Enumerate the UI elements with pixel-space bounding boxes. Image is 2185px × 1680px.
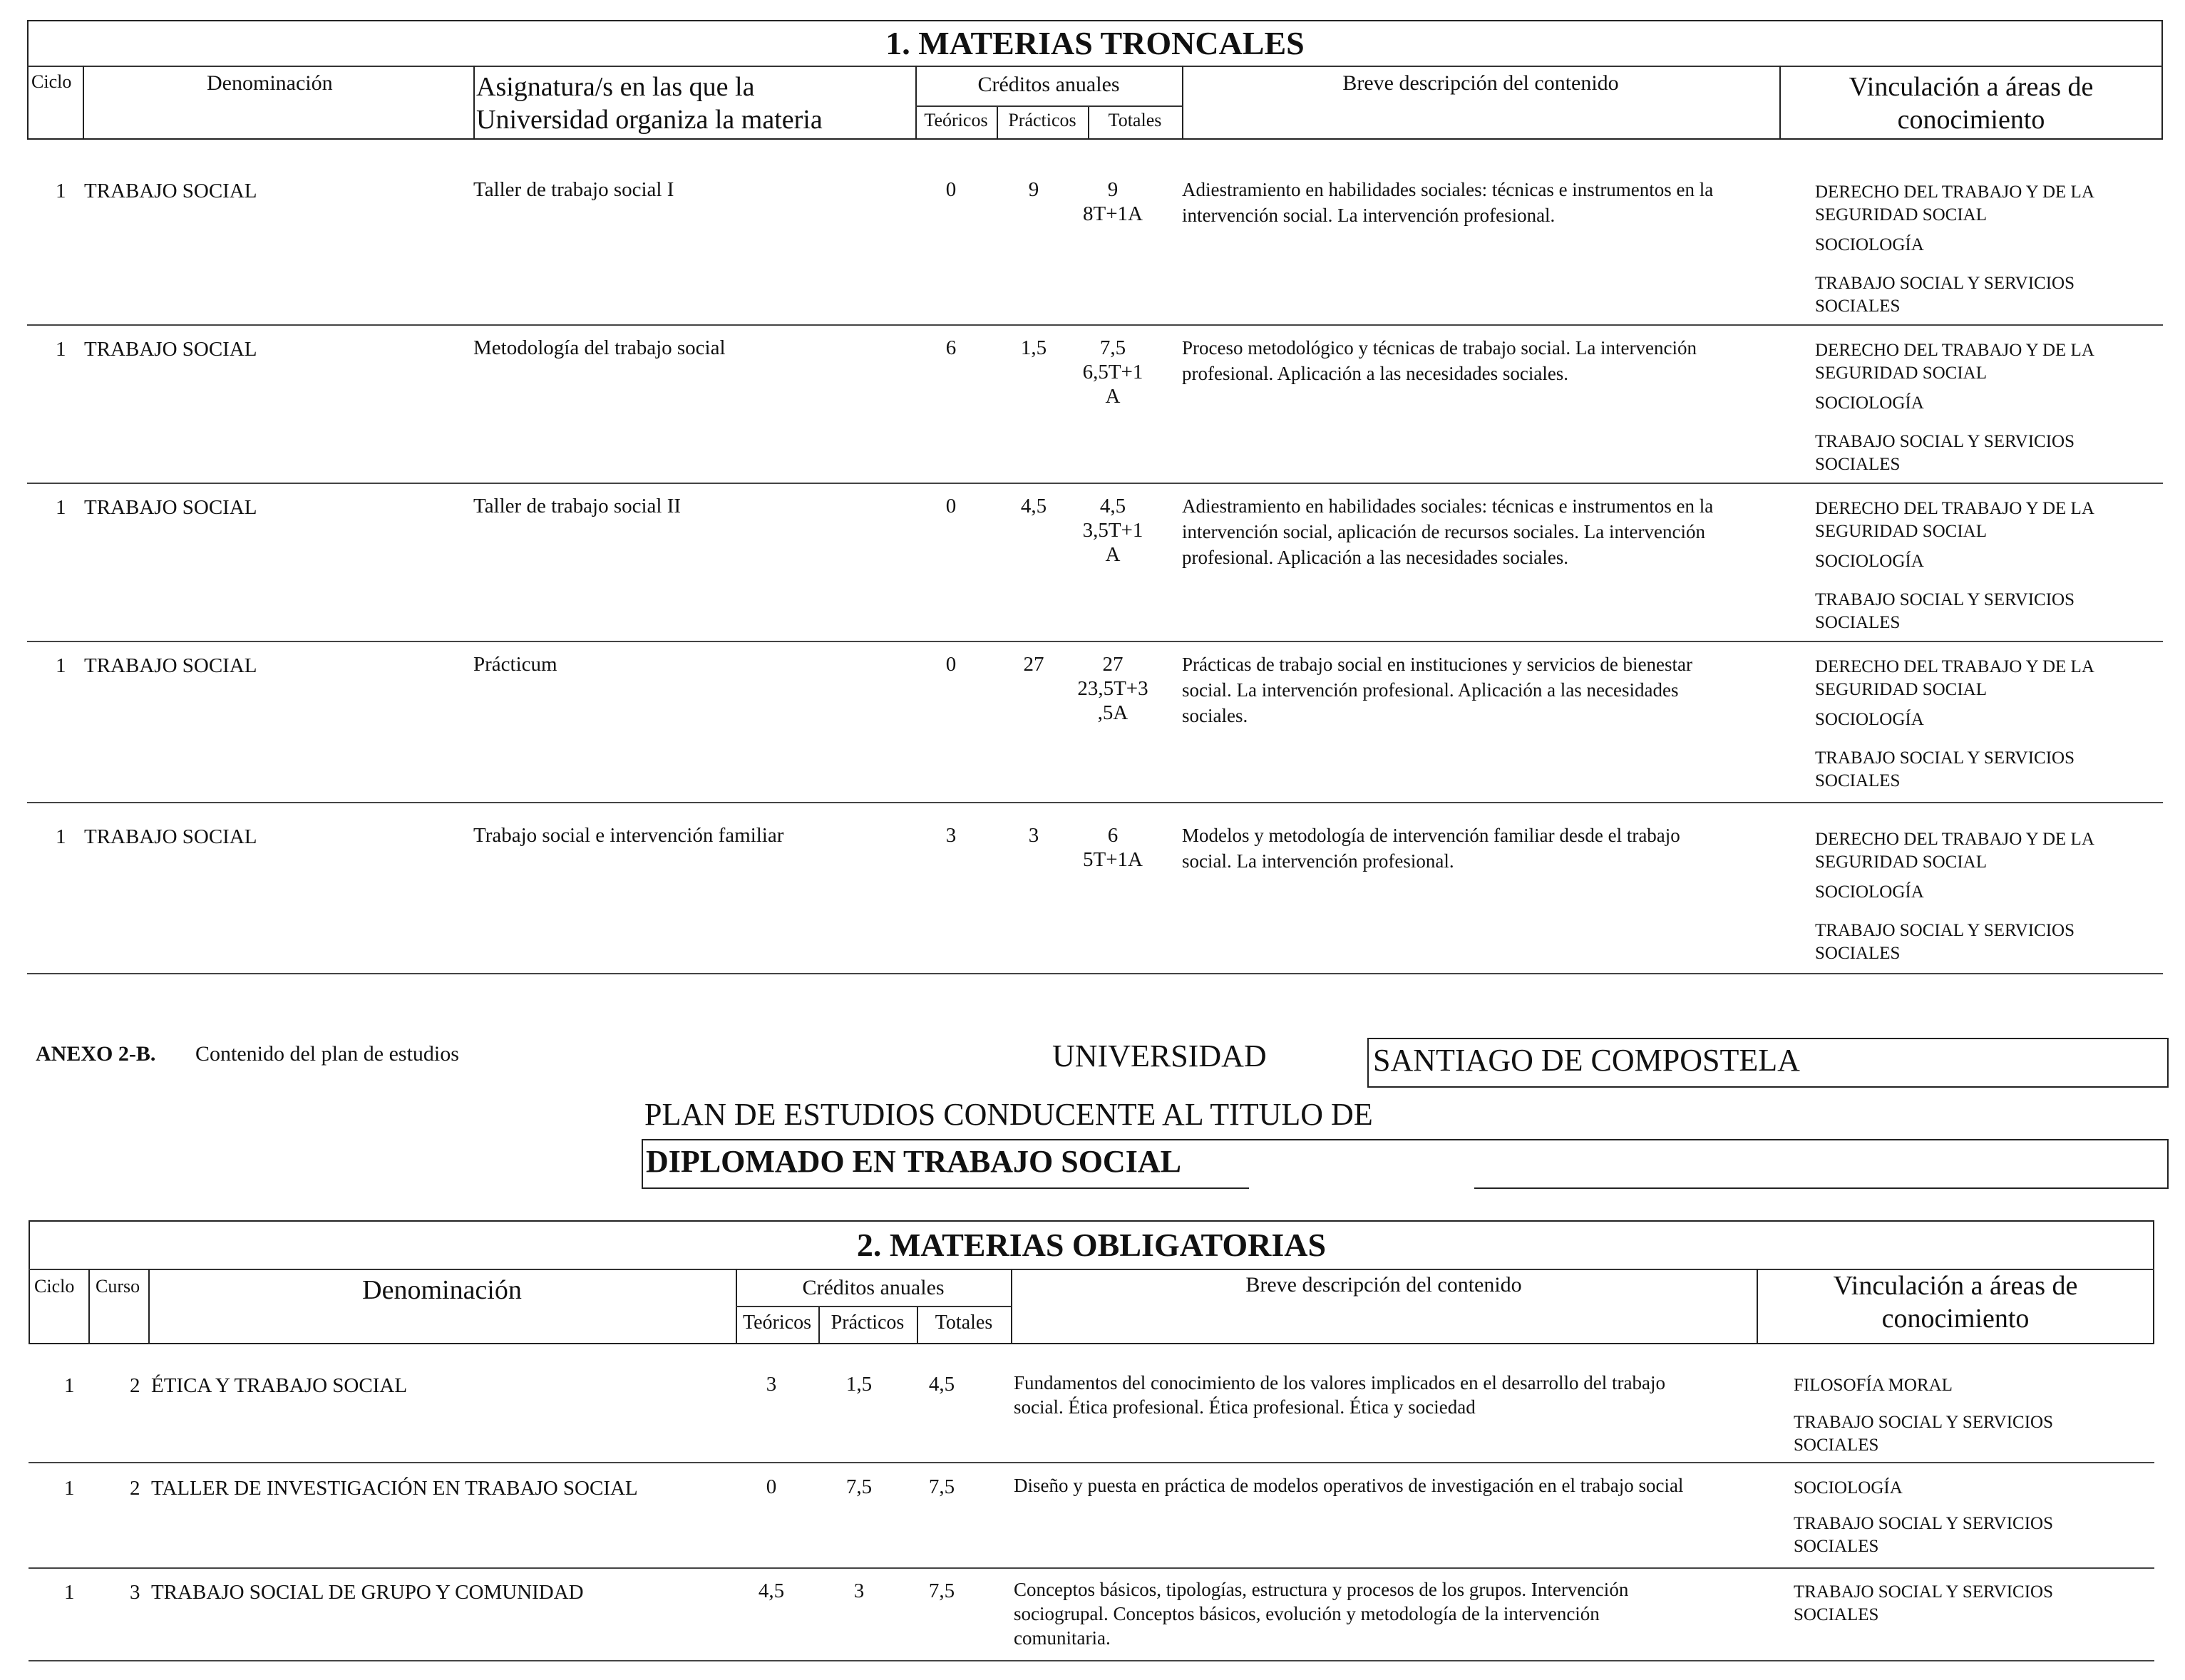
row-practicos: 7,5 [845,1475,873,1498]
obligatorias-header-descripcion: Breve descripción del contenido [1245,1273,1522,1297]
row-practicos: 4,5 [1020,495,1047,517]
row-area: TRABAJO SOCIAL Y SERVICIOS SOCIALES [1794,1413,2054,1455]
row-area: TRABAJO SOCIAL Y SERVICIOS SOCIALES [1794,1582,2054,1624]
row-area: SOCIOLOGÍA [1815,393,1924,413]
titulo-box-gap [1249,1186,1474,1192]
row-totales: 7,5 [928,1475,955,1498]
troncales-creditos-divider [915,105,1182,107]
row-separator [27,973,2163,974]
row-separator [29,1567,2154,1569]
plan-label: PLAN DE ESTUDIOS CONDUCENTE AL TITULO DE [644,1097,1373,1132]
row-totales: ,5A [1097,701,1129,724]
universidad-value: SANTIAGO DE COMPOSTELA [1373,1043,1800,1078]
row-descripcion: Adiestramiento en habilidades sociales: técnicas e instrumentos en la [1182,495,1714,517]
row-denominacion: TRABAJO SOCIAL [84,496,257,519]
row-area: SOCIOLOGÍA [1815,882,1924,902]
row-ciclo: 1 [56,654,66,677]
row-descripcion: social. Ética profesional. Ética profesional. Ética y sociedad [1014,1396,1476,1418]
row-area: SOCIOLOGÍA [1815,710,1924,729]
row-curso: 2 [130,1374,140,1397]
obligatorias-col-line [88,1269,90,1344]
row-area: TRABAJO SOCIAL Y SERVICIOS SOCIALES [1815,432,2075,474]
row-area: SOCIOLOGÍA [1794,1478,1903,1498]
row-practicos: 27 [1023,653,1044,676]
obligatorias-header-vinculacion-1: Vinculación a áreas de [1833,1271,2078,1301]
row-ciclo: 1 [56,338,66,361]
troncales-header-descripcion: Breve descripción del contenido [1342,71,1619,95]
row-area: SOCIOLOGÍA [1815,235,1924,254]
row-area: DERECHO DEL TRABAJO Y DE LA SEGURIDAD SOCIAL [1815,341,2094,383]
row-asignatura: Prácticum [473,653,557,676]
troncales-header-vinculacion-1: Vinculación a áreas de [1849,72,2094,102]
obligatorias-creditos-divider [736,1306,1011,1307]
row-totales: A [1105,543,1121,566]
row-denominacion: TRABAJO SOCIAL [84,825,257,848]
obligatorias-title: 2. MATERIAS OBLIGATORIAS [856,1227,1327,1263]
row-totales: 8T+1A [1082,202,1143,225]
row-ciclo: 1 [64,1581,75,1604]
obligatorias-header-vinculacion-2: conocimiento [1881,1304,2030,1334]
row-separator [27,802,2163,803]
obligatorias-header-denominacion: Denominación [362,1275,522,1305]
row-denominacion: TALLER DE INVESTIGACIÓN EN TRABAJO SOCIAL [151,1477,638,1500]
row-descripcion: Adiestramiento en habilidades sociales: técnicas e instrumentos en la [1182,179,1714,200]
row-teoricos: 0 [945,178,957,201]
row-curso: 3 [130,1581,140,1604]
row-area: TRABAJO SOCIAL Y SERVICIOS SOCIALES [1815,921,2075,963]
troncales-header-practicos: Prácticos [1008,110,1076,130]
row-area: TRABAJO SOCIAL Y SERVICIOS SOCIALES [1815,748,2075,790]
row-descripcion: Conceptos básicos, tipologías, estructura y procesos de los grupos. Intervención [1014,1579,1629,1600]
row-area: DERECHO DEL TRABAJO Y DE LA SEGURIDAD SOCIAL [1815,657,2094,699]
row-area: DERECHO DEL TRABAJO Y DE LA SEGURIDAD SOCIAL [1815,182,2094,225]
row-teoricos: 3 [766,1373,777,1396]
troncales-header-denominacion: Denominación [207,71,333,95]
row-denominacion: TRABAJO SOCIAL [84,654,257,677]
row-area: DERECHO DEL TRABAJO Y DE LA SEGURIDAD SOCIAL [1815,499,2094,541]
row-ciclo: 1 [56,180,66,202]
row-descripcion: profesional. Aplicación a las necesidades sociales. [1182,363,1569,384]
row-separator [27,483,2163,484]
row-descripcion: intervención social. La intervención profesional. [1182,205,1556,226]
row-practicos: 9 [1028,178,1039,201]
row-separator [27,324,2163,326]
row-ciclo: 1 [64,1477,75,1500]
row-descripcion: social. La intervención profesional. Aplicación a las necesidades [1182,679,1679,701]
row-practicos: 1,5 [1020,336,1047,359]
row-totales: 23,5T+3 [1077,677,1148,700]
row-denominacion: TRABAJO SOCIAL DE GRUPO Y COMUNIDAD [151,1581,584,1604]
row-practicos: 3 [1028,824,1039,847]
row-totales: 7,5 [1099,336,1126,359]
troncales-header-creditos: Créditos anuales [977,73,1120,96]
troncales-title-divider [27,66,2163,67]
troncales-header-totales: Totales [1108,110,1162,130]
row-denominacion: ÉTICA Y TRABAJO SOCIAL [151,1374,408,1397]
row-descripcion: Diseño y puesta en práctica de modelos operativos de investigación en el trabajo social [1014,1475,1684,1496]
row-area: DERECHO DEL TRABAJO Y DE LA SEGURIDAD SOCIAL [1815,830,2094,872]
row-descripcion: Prácticas de trabajo social en instituciones y servicios de bienestar [1182,654,1693,675]
row-teoricos: 4,5 [758,1579,785,1602]
obligatorias-header-creditos: Créditos anuales [802,1276,945,1299]
row-separator [27,641,2163,642]
row-descripcion: intervención social, aplicación de recursos sociales. La intervención [1182,521,1705,542]
row-practicos: 3 [853,1579,865,1602]
anexo-text: Contenido del plan de estudios [195,1042,459,1066]
row-descripcion: Modelos y metodología de intervención familiar desde el trabajo [1182,825,1680,846]
row-descripcion: Proceso metodológico y técnicas de trabajo social. La intervención [1182,337,1697,359]
row-asignatura: Taller de trabajo social I [473,178,674,201]
row-area: TRABAJO SOCIAL Y SERVICIOS SOCIALES [1794,1514,2054,1556]
titulo-value: DIPLOMADO EN TRABAJO SOCIAL [646,1144,1181,1179]
obligatorias-header-totales: Totales [935,1311,993,1334]
row-totales: 7,5 [928,1579,955,1602]
row-denominacion: TRABAJO SOCIAL [84,338,257,361]
row-ciclo: 1 [56,825,66,848]
row-totales: 9 [1107,178,1119,201]
row-asignatura: Taller de trabajo social II [473,495,682,517]
row-teoricos: 3 [945,824,957,847]
row-ciclo: 1 [56,496,66,519]
row-totales: 3,5T+1 [1082,519,1143,542]
troncales-header-asignatura-1: Asignatura/s en las que la [476,72,755,102]
row-asignatura: Trabajo social e intervención familiar [473,824,784,847]
obligatorias-header-ciclo: Ciclo [34,1276,75,1297]
anexo-label: ANEXO 2-B. [36,1042,156,1066]
row-teoricos: 6 [945,336,957,359]
row-area: FILOSOFÍA MORAL [1794,1376,1953,1395]
row-totales: 6,5T+1 [1082,361,1143,383]
row-area: TRABAJO SOCIAL Y SERVICIOS SOCIALES [1815,274,2075,316]
row-teoricos: 0 [945,653,957,676]
troncales-col-line [473,66,475,140]
row-totales: 6 [1107,824,1119,847]
row-teoricos: 0 [766,1475,777,1498]
troncales-header-ciclo: Ciclo [31,71,72,92]
row-totales: 4,5 [1099,495,1126,517]
row-denominacion: TRABAJO SOCIAL [84,180,257,202]
row-totales: 5T+1A [1082,848,1143,871]
row-descripcion: sociales. [1182,705,1248,726]
obligatorias-header-teoricos: Teóricos [742,1311,811,1334]
troncales-col-line [83,66,84,140]
row-descripcion: profesional. Aplicación a las necesidades sociales. [1182,547,1569,568]
troncales-header-asignatura-2: Universidad organiza la materia [476,105,823,135]
row-totales: 4,5 [928,1373,955,1396]
row-separator [29,1660,2154,1661]
row-practicos: 1,5 [845,1373,873,1396]
row-asignatura: Metodología del trabajo social [473,336,726,359]
row-descripcion: social. La intervención profesional. [1182,850,1454,872]
row-descripcion: comunitaria. [1014,1627,1111,1649]
troncales-header-teoricos: Teóricos [924,110,988,130]
row-area: TRABAJO SOCIAL Y SERVICIOS SOCIALES [1815,590,2075,632]
universidad-label: UNIVERSIDAD [1052,1039,1267,1073]
obligatorias-header-practicos: Prácticos [831,1311,905,1334]
row-descripcion: sociogrupal. Conceptos básicos, evolución y metodología de la intervención [1014,1603,1600,1624]
row-totales: A [1105,385,1121,408]
row-area: SOCIOLOGÍA [1815,552,1924,571]
troncales-title: 1. MATERIAS TRONCALES [885,25,1305,61]
troncales-header-vinculacion-2: conocimiento [1897,105,2045,135]
row-separator [29,1462,2154,1463]
row-teoricos: 0 [945,495,957,517]
row-descripcion: Fundamentos del conocimiento de los valores implicados en el desarrollo del trabajo [1014,1372,1666,1393]
row-curso: 2 [130,1477,140,1500]
row-totales: 27 [1102,653,1124,676]
row-ciclo: 1 [64,1374,75,1397]
obligatorias-header-curso: Curso [96,1276,140,1297]
